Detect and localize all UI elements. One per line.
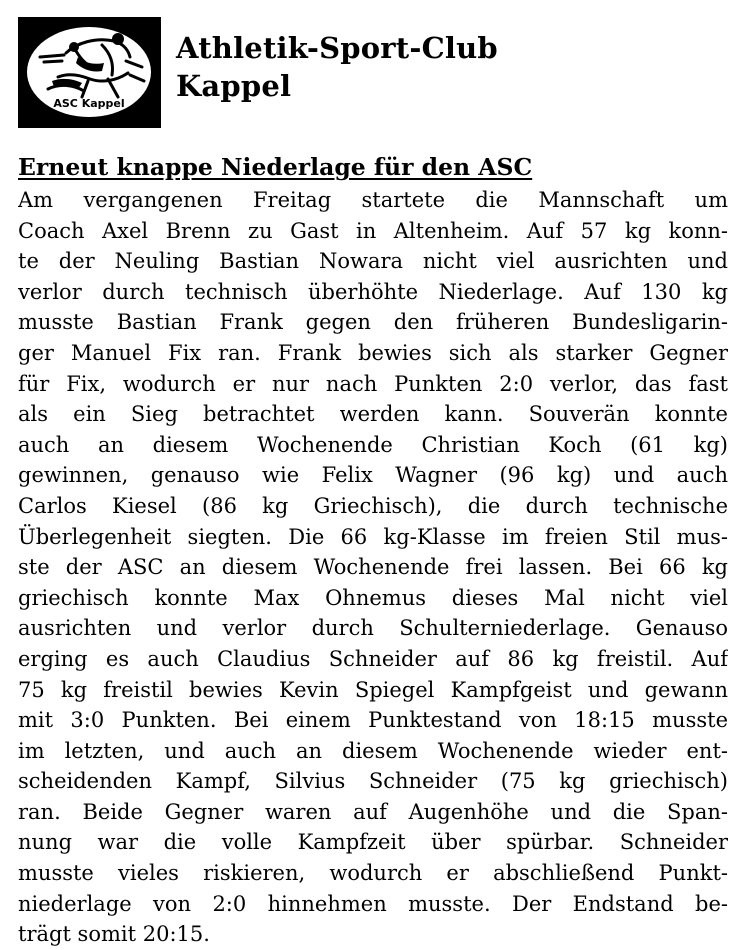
article-line: ger Manuel Fix ran. Frank bewies sich als starker Gegner — [18, 340, 728, 365]
article-line: Coach Axel Brenn zu Gast in Altenheim. Auf 57 kg konn- — [18, 218, 728, 243]
club-name-line2: Kappel — [176, 69, 292, 103]
article-line: musste Bastian Frank gegen den früheren Bundesligarin- — [18, 310, 728, 335]
article-line: 75 kg freistil bewies Kevin Spiegel Kampfgeist und gewann — [18, 677, 728, 702]
wrestlers-logo-icon — [18, 17, 161, 128]
article-line: nung war die volle Kampfzeit über spürbar. Schneider — [18, 830, 728, 855]
club-logo — [18, 17, 161, 128]
article-line: ran. Beide Gegner waren auf Augenhöhe und die Span- — [18, 799, 728, 824]
article-line: Überlegenheit siegten. Die 66 kg-Klasse im freien Stil mus- — [18, 524, 728, 549]
article-line: Carlos Kiesel (86 kg Griechisch), die durch technische — [18, 493, 728, 518]
article-line: trägt somit 20:15. — [18, 922, 210, 947]
article-line: scheidenden Kampf, Silvius Schneider (75 kg griechisch) — [18, 769, 728, 794]
article-line: Am vergangenen Freitag startete die Mannschaft um — [18, 188, 728, 212]
article-line: te der Neuling Bastian Nowara nicht viel ausrichten und — [18, 249, 728, 274]
article-line: gewinnen, genauso wie Felix Wagner (96 kg) und auch — [18, 463, 728, 488]
article-headline: Erneut knappe Niederlage für den ASC — [18, 153, 533, 181]
article-line: auch an diesem Wochenende Christian Koch (61 kg) — [18, 432, 728, 457]
article-line: im letzten, und auch an diesem Wochenende wieder ent- — [18, 738, 728, 763]
article-line: als ein Sieg betrachtet werden kann. Souverän konnte — [18, 402, 728, 427]
logo-caption: ASC Kappel — [53, 97, 125, 110]
article-line: ste der ASC an diesem Wochenende frei lassen. Bei 66 kg — [18, 555, 728, 580]
article-body — [18, 185, 728, 950]
article-line: niederlage von 2:0 hinnehmen musste. Der Endstand be- — [18, 891, 728, 916]
club-name-line1: Athletik-Sport-Club — [176, 31, 498, 65]
article-line: erging es auch Claudius Schneider auf 86 kg freistil. Auf — [18, 646, 728, 671]
article-line: verlor durch technisch überhöhte Niederlage. Auf 130 kg — [18, 279, 728, 304]
article-line: musste vieles riskieren, wodurch er abschließend Punkt- — [18, 861, 728, 886]
club-header — [18, 17, 728, 128]
article-line: für Fix, wodurch er nur nach Punkten 2:0 verlor, das fast — [18, 371, 728, 396]
article-line: griechisch konnte Max Ohnemus dieses Mal nicht viel — [18, 585, 728, 610]
club-name — [176, 29, 498, 105]
article-line: ausrichten und verlor durch Schulterniederlage. Genauso — [18, 616, 728, 641]
article-line: mit 3:0 Punkten. Bei einem Punktestand von 18:15 musste — [18, 708, 728, 733]
